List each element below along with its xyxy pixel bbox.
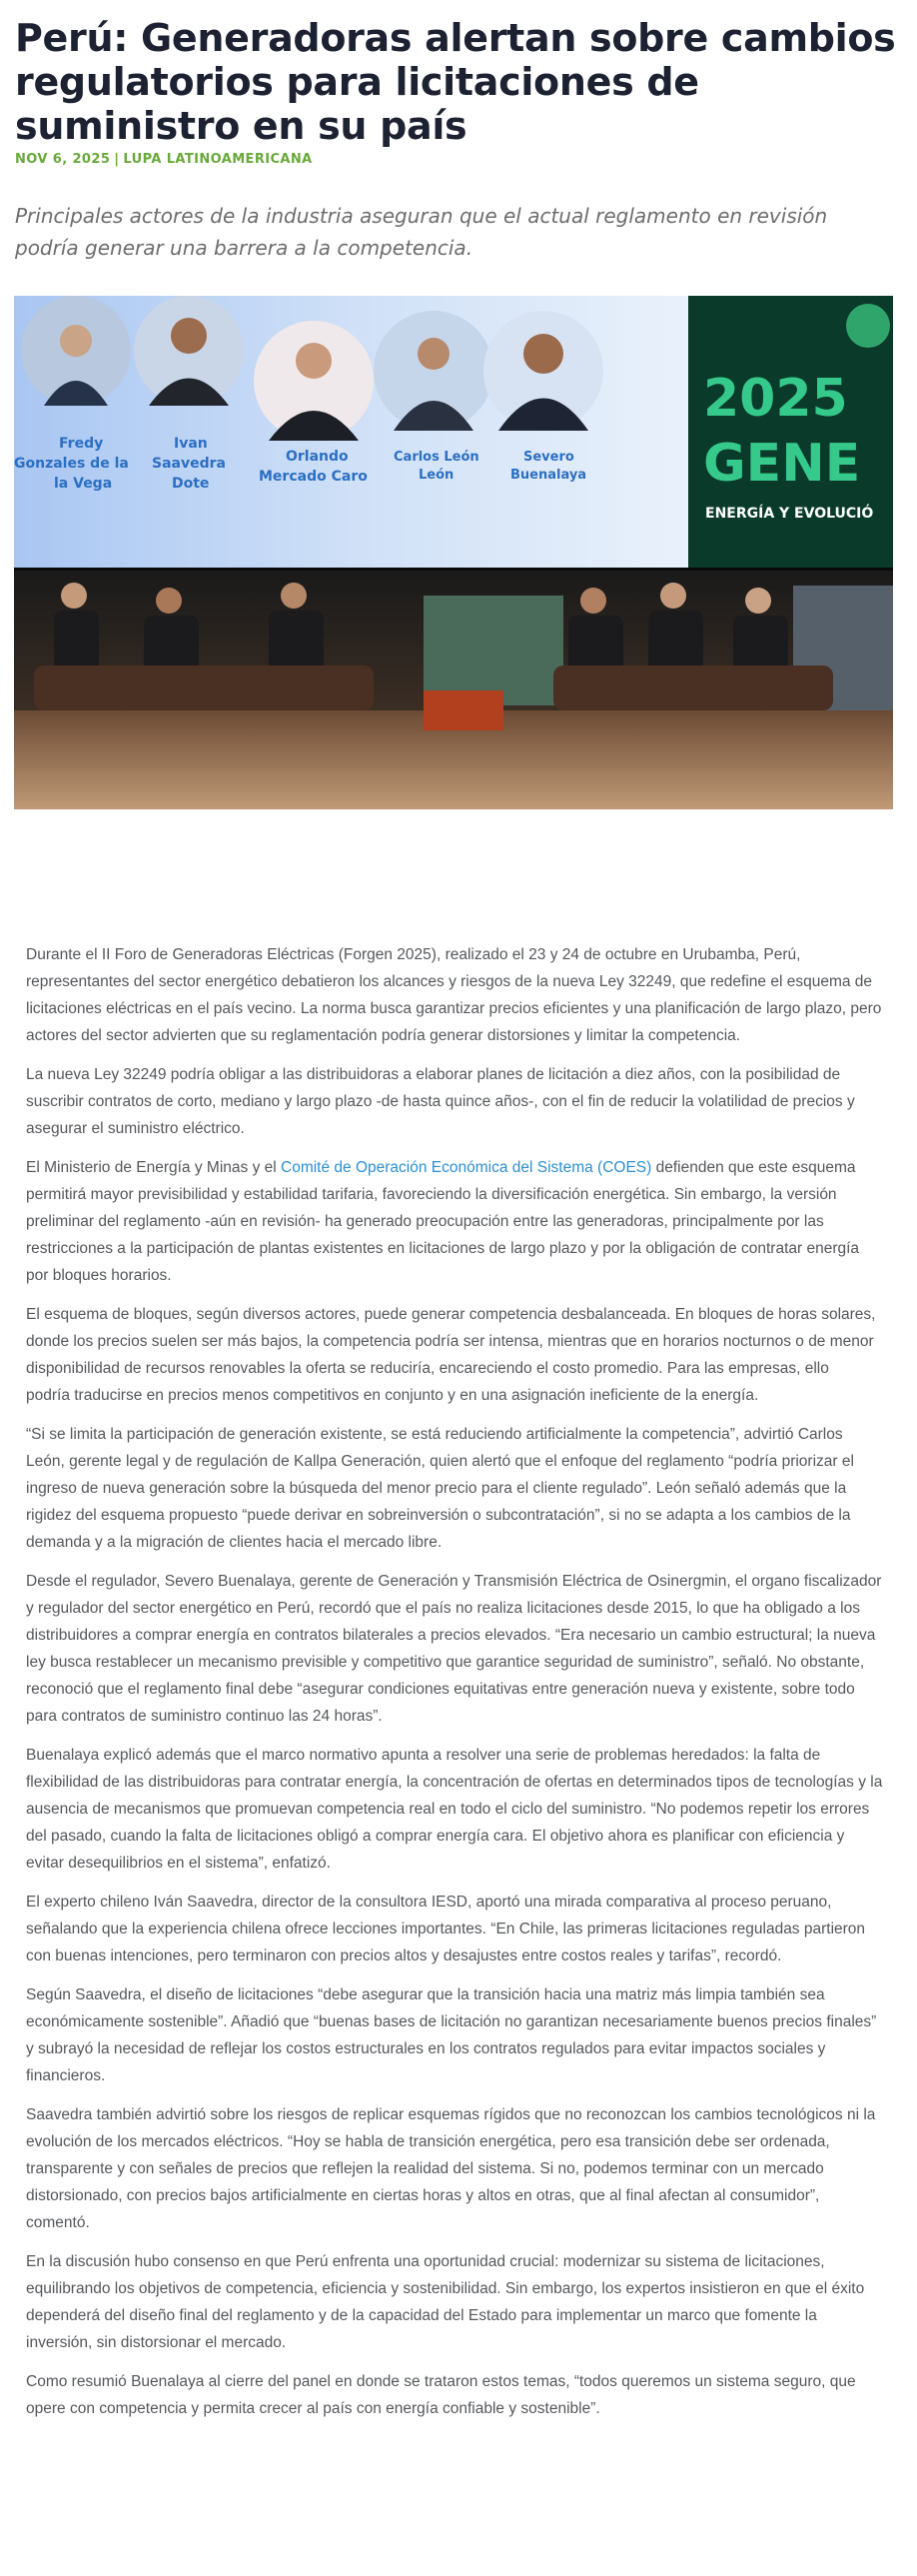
svg-text:Fredy: Fredy [59,436,104,452]
banner-tagline: ENERGÍA Y EVOLUCIÓ [705,506,874,522]
svg-text:Buenalaya: Buenalaya [510,468,587,483]
article-subtitle: Principales actores de la industria aseguran que el actual reglamento en revisión podría generar una barrera a la competencia. [15,204,828,260]
center-table [424,690,503,730]
hero-image [14,296,893,809]
body-paragraph: Saavedra también advirtió sobre los riesgos de replicar esquemas rígidos que no reconozcan los cambios tecnológicos ni la evolución de los mercados eléctricos. “Hoy se habla de transición energética, pero esa transición debe ser ordenada, transparente y con señales de precios que reflejen la realidad del sistema. Si no, podemos terminar con un mercado distorsionado, con precios bajos artificialmente en ciertas horas y altos en otras, que al final afectan al consumidor”, comentó. [26,2106,876,2231]
svg-text:Carlos León: Carlos León [394,450,479,465]
svg-text:Mercado Caro: Mercado Caro [259,469,368,485]
svg-text:Ivan: Ivan [174,436,208,452]
body-paragraph: Como resumió Buenalaya al cierre del panel en donde se trataron estos temas, “todos queremos un sistema seguro, que opere con competencia y permita crecer al país con energía confiable y sostenible”. [26,2373,856,2417]
svg-text:la Vega: la Vega [54,476,113,492]
article-body [26,941,883,2434]
sofa-right [553,665,833,710]
body-paragraph: Buenalaya explicó además que el marco normativo apunta a resolver una serie de problemas heredados: la falta de flexibilidad de las distribuidoras para contratar energía, la concentración de ofertas en determinados tipos de tecnologías y la ausencia de mecanismos que promuevan competencia real en todo el ciclo del suministro. “No podemos repetir los errores del pasado, cuando la falta de licitaciones obligó a comprar energía cara. El objetivo ahora es planificar con eficiencia y evitar desequilibrios en el sistema”, enfatizó. [26,1747,883,1872]
body-paragraph: El esquema de bloques, según diversos actores, puede generar competencia desbalanceada. En bloques de horas solares, donde los precios suelen ser más bajos, la competencia podría ser intensa, mientras que en horarios nocturnos o de menor disponibilidad de recursos renovables la oferta se reduciría, encareciendo el costo promedio. Para las empresas, ello podría traducirse en precios menos competitivos en conjunto y en una asignación ineficiente de la energía. [26,1306,876,1404]
article-source-link[interactable]: LUPA LATINOAMERICANA [123,152,313,167]
svg-text:León: León [419,468,455,483]
svg-text:Dote: Dote [172,476,210,492]
banner-brand: GENE [703,434,861,494]
body-paragraph: Durante el II Foro de Generadoras Eléctricas (Forgen 2025), realizado el 23 y 24 de octubre en Urubamba, Perú, representantes del sector energético debatieron los alcances y riesgos de la nueva Ley 32249, que redefine el esquema de licitaciones eléctricas en el país vecino. La norma busca garantizar precios eficientes y una planificación de largo plazo, pero actores del sector advierten que su reglamentación podría generar distorsiones y limitar la competencia. [26,946,882,1044]
svg-text:Severo: Severo [523,450,574,465]
leaf-logo-icon [846,304,890,348]
body-paragraph: La nueva Ley 32249 podría obligar a las distribuidoras a elaborar planes de licitación a diez años, con la posibilidad de suscribir contratos de corto, mediano y largo plazo -de hasta quince años-, con el fin de reducir la volatilidad de precios y asegurar el suministro eléctrico. [26,1066,855,1137]
body-paragraph: El experto chileno Iván Saavedra, director de la consultora IESD, aportó una mirada comparativa al proceso peruano, señalando que la experiencia chilena ofrece lecciones importantes. “En Chile, las primeras licitaciones reguladas partieron con buenas intenciones, pero terminaron con precios altos y desajustes entre costos reales y tarifas”, recordó. [26,1894,866,1964]
body-paragraph: Según Saavedra, el diseño de licitaciones “debe asegurar que la transición hacia una matriz más limpia también sea económicamente sostenible”. Añadió que “buenas bases de licitación no garantizan necesariamente buenos precios finales” y subrayó la necesidad de reflejar los costos estructurales en los contratos regulados para evitar impactos sociales y financieros. [26,1986,877,2084]
article-meta [15,152,313,167]
coes-link[interactable]: Comité de Operación Económica del Sistema (COES) [281,1159,652,1176]
meta-separator: | [114,152,120,167]
article-title: Perú: Generadoras alertan sobre cambios regulatorios para licitaciones de suministro en su país [15,16,896,148]
sofa-left [34,665,374,710]
svg-text:Orlando: Orlando [286,449,349,465]
svg-text:Gonzales de la: Gonzales de la [14,456,129,472]
body-paragraph: El Ministerio de Energía y Minas y el Comité de Operación Económica del Sistema (COES) defienden que este esquema permitirá mayor previsibilidad y estabilidad tarifaria, favoreciendo la diversificación energética. Sin embargo, la versión preliminar del reglamento -aún en revisión- ha generado preocupación entre las generadoras, principalmente por las restricciones a la participación de plantas existentes en licitaciones de largo plazo y por la obligación de contratar energía por bloques horarios. [26,1159,860,1284]
body-paragraph: “Si se limita la participación de generación existente, se está reduciendo artificialmente la competencia”, advirtió Carlos León, gerente legal y de regulación de Kallpa Generación, quien alertó que el enfoque del reglamento “podría priorizar el ingreso de nueva generación sobre la búsqueda del menor precio para el cliente regulado”. León señaló además que la rigidez del esquema propuesto “puede derivar en sobreinversión o subcontratación”, si no se adapta a los cambios de la demanda y a la migración de clientes hacia el mercado libre. [26,1426,854,1551]
body-paragraph: Desde el regulador, Severo Buenalaya, gerente de Generación y Transmisión Eléctrica de Osinergmin, el organo fiscalizador y regulador del sector energético en Perú, recordó que el país no realiza licitaciones desde 2015, lo que ha obligado a los distribuidores a comprar energía en contratos bilaterales a precios elevados. “Era necesario un cambio estructural; la nueva ley busca restablecer un mecanismo previsible y competitivo que garantice seguridad de suministro”, señaló. No obstante, reconoció que el reglamento final debe “asegurar condiciones equitativas entre generación nueva y existente, sobre todo para contratos de suministro continuo las 24 horas”. [26,1573,882,1725]
banner-event-year: 2025 [703,369,848,429]
svg-text:Saavedra: Saavedra [152,456,226,472]
hero-photo-illustration [14,296,893,809]
article-date: NOV 6, 2025 [15,152,111,167]
center-backdrop [424,596,563,705]
body-paragraph: En la discusión hubo consenso en que Perú enfrenta una oportunidad crucial: modernizar su sistema de licitaciones, equilibrando los objetivos de competencia, eficiencia y sostenibilidad. Sin embargo, los expertos insistieron en que el éxito dependerá del diseño final del reglamento y de la capacidad del Estado para implementar un marco que fomente la inversión, sin distorsionar el mercado. [26,2253,865,2351]
